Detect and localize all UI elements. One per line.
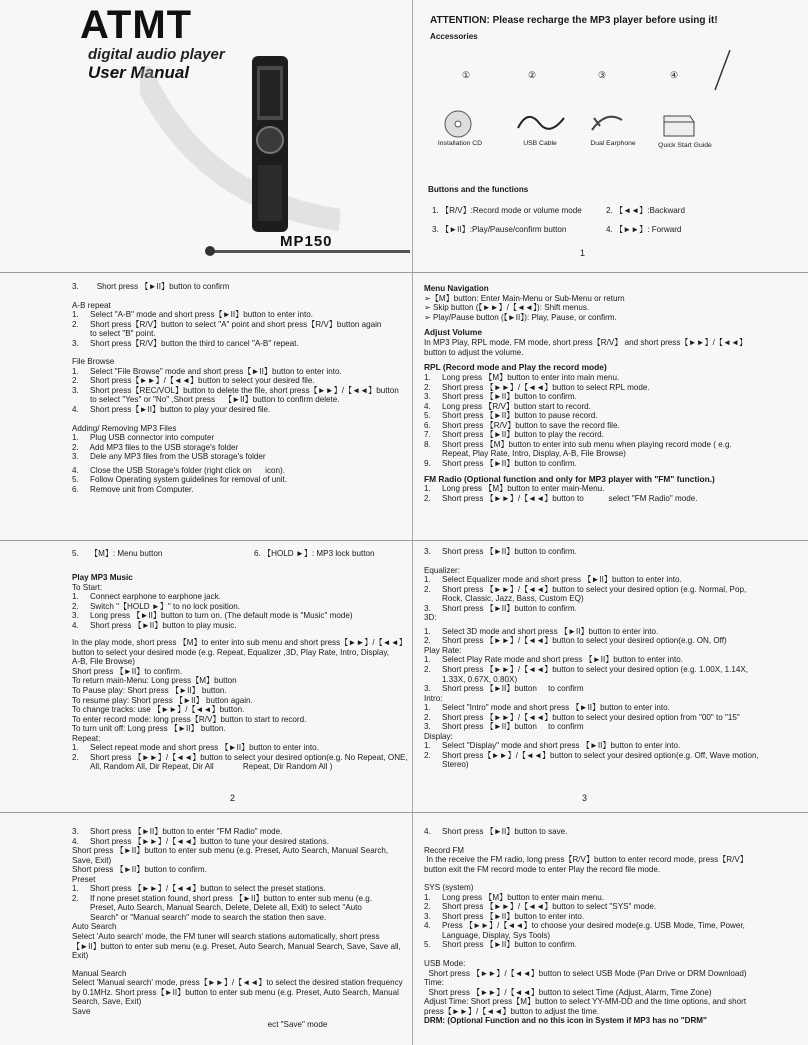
text-line: A-B, File Browse) — [72, 657, 135, 667]
text-line: 1. Select repeat mode and short press 【►II】button to enter into. — [72, 743, 319, 753]
section-title: USB Mode: — [424, 959, 466, 969]
button-desc: 4. 【►►】: Forward — [606, 225, 682, 234]
section-title: Adding/ Removing MP3 Files — [72, 423, 177, 433]
text-line: Repeat, Play Rate, Intro, Display, A-B, File Browse) — [424, 449, 626, 459]
text-line: 2. Switch "【HOLD ►】" to no lock position. — [72, 601, 241, 611]
text-line: To change tracks: use 【►►】/【◄◄】button. — [72, 705, 245, 715]
text-line: 1. Long press 【M】button to enter main-Menu. — [424, 484, 605, 494]
accessory-number: ① — [462, 70, 471, 80]
text-line: by 0.1MHz. Short press【►II】button to enter sub menu (e.g. Preset, Auto Search, Manual — [72, 987, 399, 997]
text-line: 1. Select Equalizer mode and short press 【►II】button to enter into. — [424, 575, 682, 585]
text-line: 2. Short press 【►►】/【◄◄】button to select RPL mode. — [424, 382, 650, 392]
text-line: 5. Short press 【►II】button to confirm. — [424, 940, 577, 950]
section-title: Menu Navigation — [424, 284, 489, 293]
attention-text: ATTENTION: Please recharge the MP3 player before using it! — [430, 15, 718, 26]
section-title: Manual Search — [72, 968, 127, 978]
text-line: Search, Save, Exit) — [72, 997, 142, 1007]
page-number: 1 — [580, 248, 586, 258]
text-line: 5. 【M】: Menu button — [72, 549, 163, 558]
text-line: 3. Short press 【►II】button to confirm — [72, 282, 230, 291]
text-line: 5. Follow Operating system guidelines for removal of unit. — [72, 475, 288, 485]
page-number: 3 — [582, 793, 588, 803]
text-line: 1. Select "Display" mode and short press 【►II】button to enter into. — [424, 741, 681, 751]
text-line: Select 'Auto search' mode, the FM tuner will search stations automatically, short press — [72, 932, 380, 942]
text-line: 6. 【HOLD ►】: MP3 lock button — [254, 549, 375, 558]
text-line: 4. Short press【►II】button to play your desired file. — [72, 405, 271, 415]
text-line: To Pause play: Short press 【►II】 button. — [72, 686, 227, 696]
section-title: 3D: — [424, 613, 437, 623]
text-line: 2. Short press【►►】/【◄◄】button to select your desired option(e.g. Off, Wave motion, — [424, 750, 759, 760]
section-title: Play MP3 Music — [72, 573, 133, 582]
text-line: 2. Add MP3 files to the USB storage's folder — [72, 442, 239, 452]
text-line: 3. Short press 【►II】button to confirm. — [424, 603, 577, 613]
accessory-label: USB Cable — [523, 140, 557, 147]
text-line: 1. Long press 【M】button to enter main menu. — [424, 892, 604, 902]
text-line: 9. Short press 【►II】button to confirm. — [424, 459, 577, 469]
fold-line-1 — [0, 272, 808, 273]
text-line: 2. Short press 【►►】/【◄◄】button to select "SYS" mode. — [424, 902, 657, 912]
text-line: 2. Short press 【►►】/【◄◄】button to select your desired option(e.g. No Repeat, ONE, — [72, 752, 408, 762]
text-line: to select "Yes" or "No" ,Short press 【►II】button to confirm delete. — [72, 395, 340, 405]
text-line: 1. Select Play Rate mode and short press 【►II】button to enter into. — [424, 655, 684, 665]
text-line: 1.33X, 0.67X, 0.80X) — [424, 674, 518, 684]
text-line: To resume play: Short press 【►II】 button again. — [72, 695, 253, 705]
accessory-number: ③ — [598, 70, 607, 80]
text-line: press【►►】/【◄◄】button to adjust the time. — [424, 1006, 600, 1016]
section-title: Display: — [424, 731, 453, 741]
accessory-label: Quick Start Guide — [658, 142, 712, 149]
text-line: 2. Short press 【►►】/【◄◄】button to select "FM Radio" mode. — [424, 494, 698, 504]
section-title: File Browse — [72, 357, 115, 367]
section-title: Preset — [72, 874, 96, 884]
fold-line-3 — [0, 812, 808, 813]
text-line: 3. Short press 【►II】button to enter into. — [424, 911, 585, 921]
text-line: ect "Save" mode — [72, 1020, 328, 1030]
accessories-illustration — [420, 40, 808, 150]
text-line: 3. Dele any MP3 files from the USB storage's folder — [72, 452, 266, 462]
text-line: Select 'Manual search' mode, press【►►】/【◄◄】to select the desired station frequency — [72, 978, 403, 988]
section-title: Equalizer: — [424, 565, 460, 575]
text-line: 4. Long press 【R/V】button start to record. — [424, 401, 591, 411]
equalizer-panel — [424, 547, 808, 809]
text-line: 3. Short press【R/V】button the third to cancel "A-B" repeat. — [72, 338, 299, 348]
buttons-title: Buttons and the functions — [428, 185, 529, 194]
text-line: button exit the FM record mode to enter Play the record file mode. — [424, 864, 661, 874]
text-line: Language, Display, Sys Tools) — [424, 930, 551, 940]
model-name: MP150 — [280, 233, 333, 250]
fm-radio-panel — [72, 827, 410, 1045]
text-line: 4. Short press 【►►】/【◄◄】button to tune your desired stations. — [72, 836, 329, 846]
button-desc: 1. 【R/V】:Record mode or volume mode — [432, 206, 582, 215]
text-line: Save, Exit) — [72, 855, 112, 865]
menu-rpl-panel — [424, 284, 808, 538]
ab-filebrowse-panel — [72, 282, 408, 537]
text-line: 6. Remove unit from Computer. — [72, 484, 194, 494]
text-line: Time: — [424, 978, 444, 988]
text-line: 2. Short press 【►►】/【◄◄】button to select your desired option from "00" to "15" — [424, 712, 740, 722]
text-line: To return main-Menu: Long press【M】button — [72, 676, 237, 686]
text-line: 5. Short press 【►II】button to pause record. — [424, 411, 598, 421]
text-line: 2. Short press 【►►】/【◄◄】button to select your desired option (e.g. 1.00X, 1.14X, — [424, 665, 749, 675]
system-panel — [424, 827, 808, 1045]
text-line: 【►II】button to enter sub menu (e.g. Preset, Auto Search, Manual Search, Save, Save all, — [72, 941, 401, 951]
text-line: 3. Short press 【►II】button to confirm. — [424, 547, 577, 556]
text-line: In the receive the FM radio, long press【R/V】button to enter record mode, press【R/V】 — [424, 855, 748, 865]
section-title: A-B repeat — [72, 300, 111, 310]
cover-panel — [0, 0, 410, 270]
text-line: Search" or "Manual search" mode to search the station then save. — [72, 912, 327, 922]
accessory-label: Dual Earphone — [590, 140, 636, 147]
text-line: ➢【M】button: Enter Main-Menu or Sub-Menu or return — [424, 293, 625, 303]
cover-subtitle: digital audio player — [88, 46, 225, 63]
accessory-number: ④ — [670, 70, 679, 80]
text-line: button to select your desired mode (e.g. Repeat, Equalizer ,3D, Play Rate, Intro, Display, — [72, 647, 390, 657]
text-line: Short press 【►II】button to confirm. — [72, 865, 207, 875]
text-line: 3. Long press 【►II】button to turn on. (The default mode is "Music" mode) — [72, 611, 353, 621]
page-1-panel — [420, 10, 808, 270]
text-line: Adjust Time: Short press【M】button to select YY-MM-DD and the time options, and short — [424, 997, 747, 1007]
cover-title: User Manual — [88, 63, 190, 82]
text-line: 1. Select "File Browse" mode and short press【►II】button to enter into. — [72, 366, 342, 376]
accessories-title: Accessories — [430, 32, 478, 41]
text-line: 3. Short press 【►II】button to enter "FM Radio" mode. — [72, 827, 283, 836]
section-title: Intro: — [424, 693, 443, 703]
text-line: button to adjust the volume. — [424, 347, 524, 357]
accessory-label: Installation CD — [437, 140, 483, 147]
text-line: 3. Short press 【►II】button to confirm. — [424, 392, 577, 402]
text-line: 4. Press 【►►】/【◄◄】to choose your desired mode(e.g. USB Mode, Time, Power, — [424, 921, 745, 931]
text-line: Short press 【►►】/【◄◄】button to select USB Mode (Pan Drive or DRM Download) — [424, 968, 747, 978]
play-music-panel — [72, 549, 410, 809]
section-title: Record FM — [424, 845, 465, 855]
page-number: 2 — [230, 793, 236, 803]
text-line: In MP3 Play, RPL mode, FM mode, short press【R/V】 and short press【►►】/【◄◄】 — [424, 338, 748, 348]
text-line: 2. Short press 【►►】/【◄◄】button to select your desired option (e.g. Normal, Pop, — [424, 584, 747, 594]
text-line: 2. Short press 【►►】/【◄◄】button to select your desired option(e.g. ON, Off) — [424, 636, 727, 646]
text-line: 4. Short press 【►II】button to play music. — [72, 620, 237, 630]
text-line: 1. Select "Intro" mode and short press 【►II】button to enter into. — [424, 703, 670, 713]
section-title: Save — [72, 1006, 91, 1016]
text-line: 4. Close the USB Storage's folder (right click on icon). — [72, 465, 285, 475]
text-line: Rock, Classic, Jazz, Bass, Custom EQ) — [424, 594, 584, 604]
cover-dot — [205, 246, 215, 256]
text-line: 1. Connect earphone to earphone jack. — [72, 592, 221, 602]
button-desc: 2. 【◄◄】:Backward — [606, 206, 685, 215]
text-line: Short press 【►►】/【◄◄】button to select Time (Adjust, Alarm, Time Zone) — [424, 987, 712, 997]
text-line: 1. Short press 【►►】/【◄◄】button to select the preset stations. — [72, 884, 326, 894]
text-line: 2. Short press【►►】/【◄◄】button to select your desired file. — [72, 376, 315, 386]
mp3-player-illustration — [140, 40, 340, 260]
section-title: Auto Search — [72, 922, 117, 932]
text-line: 1. Long press 【M】button to enter into main menu. — [424, 373, 620, 383]
accessory-number: ② — [528, 70, 537, 80]
text-line: 1. Select 3D mode and short press 【►II】button to enter into. — [424, 626, 659, 636]
section-title: FM Radio (Optional function and only for MP3 player with "FM" function.) — [424, 473, 715, 484]
text-line: 4. Short press 【►II】button to save. — [424, 827, 568, 836]
brand-logo: ATMT — [80, 3, 193, 47]
text-line: 3. Short press【REC/VOL】button to delete the file, short press【►►】/【◄◄】button — [72, 385, 399, 395]
text-line: All, Random All, Dir Repeat, Dir All Repeat, Dir Random All ) — [72, 762, 333, 772]
text-line: to select "B" point. — [72, 329, 156, 339]
text-line: 6. Short press 【R/V】button to save the record file. — [424, 420, 620, 430]
text-line: 2. If none preset station found, short press 【►II】button to enter sub menu (e.g. — [72, 893, 372, 903]
text-line: 3. Short press 【►II】button to confirm — [424, 684, 584, 694]
text-line: To turn unit off: Long press 【►II】 button. — [72, 724, 226, 734]
section-title: RPL (Record mode and Play the record mode) — [424, 362, 607, 373]
text-line: In the play mode, short press 【M】to enter into sub menu and short press【►►】/【◄◄】 — [72, 638, 407, 648]
section-title: Play Rate: — [424, 645, 462, 655]
fold-line-vertical — [412, 0, 413, 1045]
text-line: ➢ Skip button (【►►】/【◄◄】): Shift menus. — [424, 303, 590, 313]
fold-line-2 — [0, 540, 808, 541]
text-line: To enter record mode: long press【R/V】button to start to record. — [72, 714, 307, 724]
button-desc: 3. 【►II】:Play/Pause/confirm button — [432, 225, 567, 234]
text-line: Short press 【►II】to confirm. — [72, 666, 183, 676]
text-line: Short press 【►II】button to enter sub menu (e.g. Preset, Auto Search, Manual Search, — [72, 846, 389, 856]
text-line: Stereo) — [424, 760, 469, 770]
text-line: 8. Short press 【M】button to enter into sub menu when playing record mode ( e.g. — [424, 439, 732, 449]
text-line: ➢ Play/Pause button (【►II】): Play, Pause, or confirm. — [424, 312, 617, 322]
section-title: Adjust Volume — [424, 327, 483, 338]
section-title: Repeat: — [72, 733, 101, 743]
text-line: 7. Short press 【►II】button to play the record. — [424, 430, 604, 440]
text-line: 1. Plug USB connector into computer — [72, 433, 215, 443]
text-line: Preset, Auto Search, Manual Search, Delete, Delete all, Exit) to select "Auto — [72, 903, 362, 913]
text-line: 2. Short press【R/V】button to select "A" point and short press【R/V】button again — [72, 319, 382, 329]
text-line: To Start: — [72, 582, 103, 592]
text-line: 3. Short press 【►II】button to confirm — [424, 722, 584, 732]
text-line: Exit) — [72, 951, 89, 961]
text-line: 1. Select "A-B" mode and short press【►II】button to enter into. — [72, 310, 313, 320]
section-title: SYS (system) — [424, 883, 474, 893]
text-line: DRM: (Optional Function and no this icon in System if MP3 has no "DRM" — [424, 1016, 707, 1026]
